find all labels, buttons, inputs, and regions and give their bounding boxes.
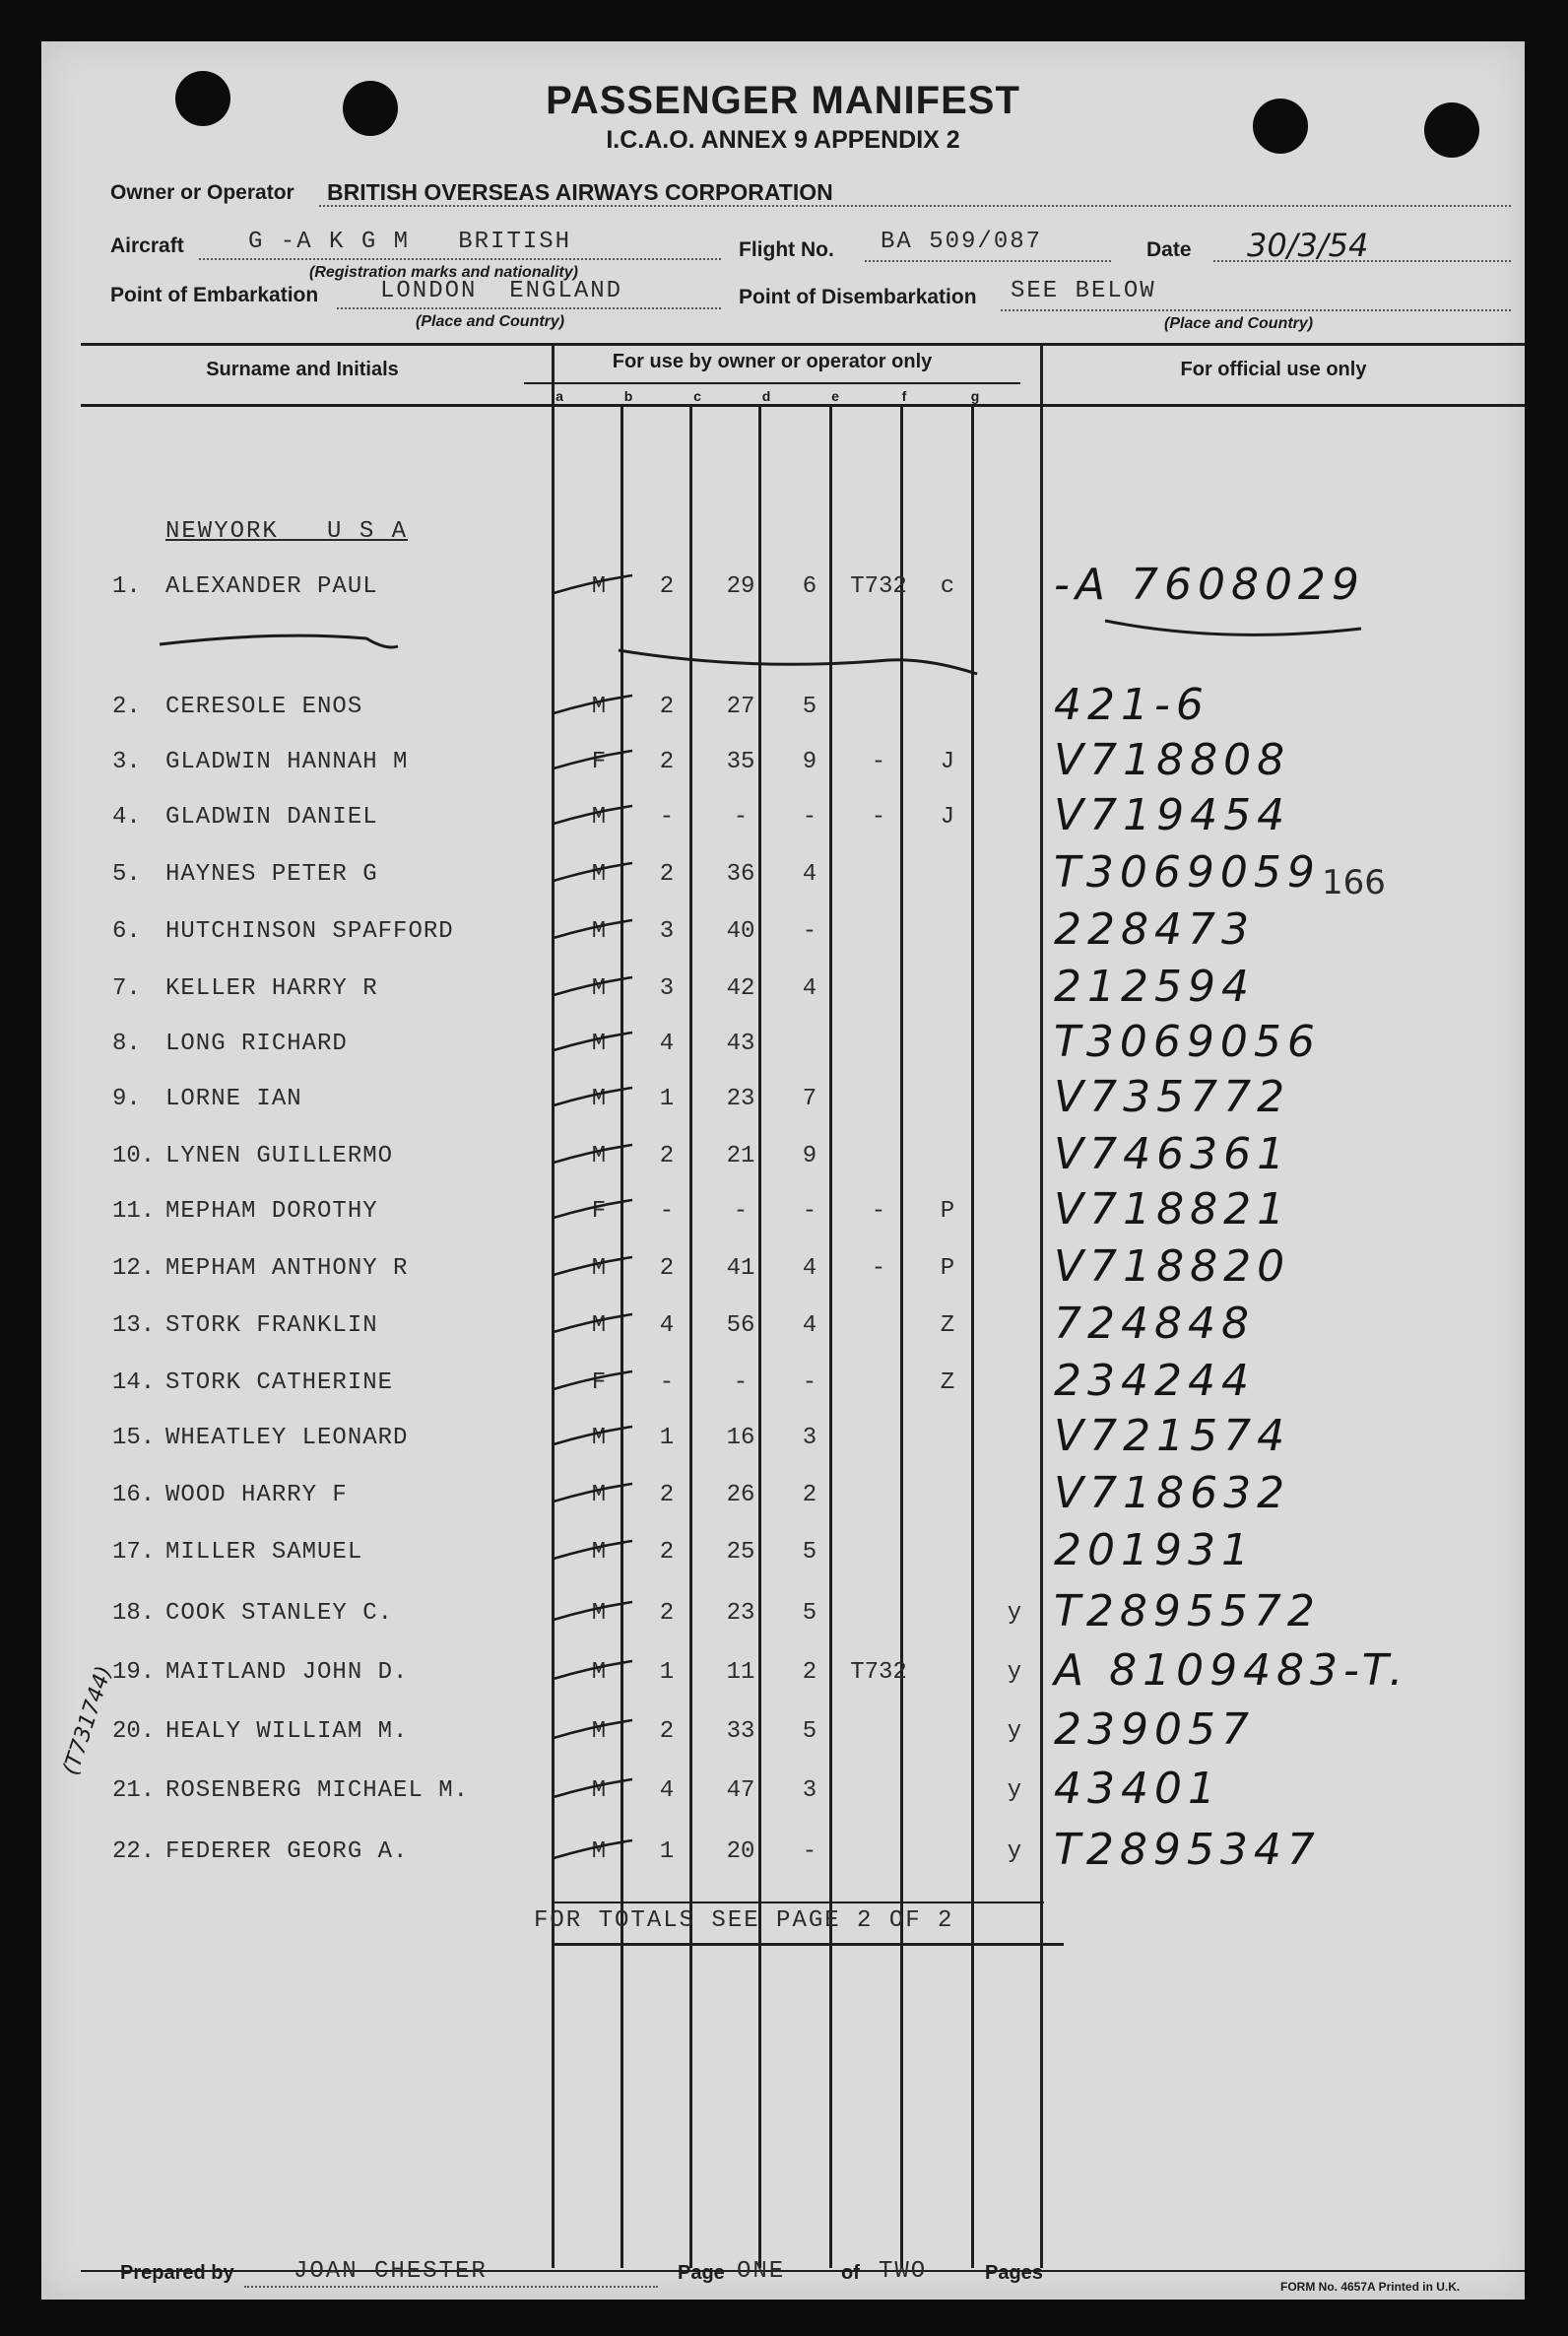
column-rule xyxy=(1040,343,1043,2268)
row-number: 8. xyxy=(112,1031,141,1057)
column-b-value: 2 xyxy=(659,1539,675,1566)
column-g-value: y xyxy=(1007,1659,1022,1686)
column-b-value: 1 xyxy=(659,1838,675,1865)
row-number: 19. xyxy=(112,1659,156,1686)
passenger-row xyxy=(41,1825,1525,1878)
official-entry: V718821 xyxy=(1054,1184,1291,1235)
owner-label: Owner or Operator xyxy=(110,181,294,204)
column-d-value: 4 xyxy=(802,975,817,1002)
row-number: 1. xyxy=(112,573,141,600)
dotted-line xyxy=(199,258,721,260)
passenger-name: LORNE IAN xyxy=(165,1086,302,1112)
column-c-value: 23 xyxy=(726,1600,755,1627)
passenger-name: WHEATLEY LEONARD xyxy=(165,1425,409,1451)
row-number: 16. xyxy=(112,1482,156,1508)
column-c-value: 43 xyxy=(726,1031,755,1057)
dotted-line xyxy=(319,205,1511,207)
passenger-name: GLADWIN DANIEL xyxy=(165,804,378,831)
passenger-name: HEALY WILLIAM M. xyxy=(165,1718,409,1745)
column-c-value: 29 xyxy=(726,573,755,600)
column-c-value: 25 xyxy=(726,1539,755,1566)
passenger-row xyxy=(41,1299,1525,1352)
column-b-value: 3 xyxy=(659,918,675,945)
column-b-value: - xyxy=(659,804,675,831)
row-number: 9. xyxy=(112,1086,141,1112)
official-entry: V718808 xyxy=(1054,735,1291,785)
column-a-value: M xyxy=(591,861,607,888)
passenger-row xyxy=(41,680,1525,733)
official-entry: 228473 xyxy=(1054,904,1255,955)
date-label: Date xyxy=(1146,238,1192,261)
form-number: FORM No. 4657A Printed in U.K. xyxy=(1280,2280,1461,2294)
column-a-value: F xyxy=(591,1198,607,1225)
passenger-name: KELLER HARRY R xyxy=(165,975,378,1002)
column-a-value: F xyxy=(591,749,607,775)
row-number: 5. xyxy=(112,861,141,888)
column-c-value: 33 xyxy=(726,1718,755,1745)
column-c-value: 16 xyxy=(726,1425,755,1451)
column-d-value: - xyxy=(802,918,817,945)
column-a-value: M xyxy=(591,1539,607,1566)
column-c-value: 26 xyxy=(726,1482,755,1508)
margin-note: (T731744) xyxy=(58,1663,117,1778)
owner-value: BRITISH OVERSEAS AIRWAYS CORPORATION xyxy=(327,179,833,205)
official-entry: 212594 xyxy=(1054,962,1255,1012)
table-header-rule xyxy=(81,404,1525,407)
passenger-row xyxy=(41,735,1525,788)
passenger-name: ROSENBERG MICHAEL M. xyxy=(165,1777,470,1804)
official-entry: V721574 xyxy=(1054,1411,1291,1461)
official-entry: 239057 xyxy=(1054,1704,1255,1755)
column-d-value: 5 xyxy=(802,694,817,720)
row-number: 10. xyxy=(112,1143,156,1169)
passenger-name: ALEXANDER PAUL xyxy=(165,573,378,600)
row-number: 7. xyxy=(112,975,141,1002)
column-d-value: 7 xyxy=(802,1086,817,1112)
embarkation-label: Point of Embarkation xyxy=(110,284,319,306)
column-letter-b: b xyxy=(623,388,633,404)
column-d-value: 9 xyxy=(802,749,817,775)
dotted-line xyxy=(865,260,1111,262)
passenger-name: GLADWIN HANNAH M xyxy=(165,749,409,775)
column-d-value: 5 xyxy=(802,1539,817,1566)
official-entry: T3069056 xyxy=(1054,1017,1321,1067)
column-d-value: 2 xyxy=(802,1659,817,1686)
column-c-value: - xyxy=(733,804,749,831)
totals-rule xyxy=(552,1943,1064,1946)
column-a-value: M xyxy=(591,975,607,1002)
column-rule xyxy=(552,343,555,2268)
row-number: 22. xyxy=(112,1838,156,1865)
column-e-value: - xyxy=(871,804,886,831)
passenger-name: HAYNES PETER G xyxy=(165,861,378,888)
column-a-value: M xyxy=(591,1031,607,1057)
disembarkation-value: SEE BELOW xyxy=(1011,278,1156,304)
column-b-value: 2 xyxy=(659,1255,675,1282)
passenger-row xyxy=(41,847,1525,902)
passenger-row xyxy=(41,1411,1525,1464)
passenger-name: WOOD HARRY F xyxy=(165,1482,348,1508)
column-b-value: 3 xyxy=(659,975,675,1002)
official-entry: 201931 xyxy=(1054,1525,1255,1575)
destination-heading: NEWYORK U S A xyxy=(165,518,409,545)
column-f-value: J xyxy=(940,749,955,775)
column-c-value: 56 xyxy=(726,1312,755,1339)
column-e-value: T732 xyxy=(850,573,907,600)
passenger-row xyxy=(41,1356,1525,1409)
column-letter-c: c xyxy=(693,388,701,404)
column-a-value: M xyxy=(591,1143,607,1169)
column-b-value: - xyxy=(659,1369,675,1396)
official-entry: V718820 xyxy=(1054,1241,1291,1292)
column-c-value: 23 xyxy=(726,1086,755,1112)
column-f-value: Z xyxy=(940,1312,955,1339)
column-f-value: J xyxy=(940,804,955,831)
passenger-row xyxy=(41,1645,1525,1699)
row-number: 2. xyxy=(112,694,141,720)
official-entry: -A 7608029 xyxy=(1054,560,1365,610)
official-entry: V719454 xyxy=(1054,790,1291,840)
row-number: 13. xyxy=(112,1312,156,1339)
column-d-value: 4 xyxy=(802,1312,817,1339)
row-number: 15. xyxy=(112,1425,156,1451)
of-label: of xyxy=(841,2262,860,2284)
passenger-name: MEPHAM DOROTHY xyxy=(165,1198,378,1225)
column-c-value: 47 xyxy=(726,1777,755,1804)
passenger-row xyxy=(41,1129,1525,1182)
column-b-value: 2 xyxy=(659,861,675,888)
column-letter-f: f xyxy=(901,388,907,404)
passenger-name: MEPHAM ANTHONY R xyxy=(165,1255,409,1282)
passenger-row xyxy=(41,904,1525,958)
official-column-header: For official use only xyxy=(1180,359,1367,380)
column-a-value: M xyxy=(591,1777,607,1804)
passenger-row xyxy=(41,1704,1525,1758)
dotted-line xyxy=(244,2286,658,2288)
disembarkation-note: (Place and Country) xyxy=(1164,315,1314,332)
column-a-value: M xyxy=(591,1659,607,1686)
column-a-value: M xyxy=(591,1600,607,1627)
row-number: 20. xyxy=(112,1718,156,1745)
column-a-value: F xyxy=(591,1369,607,1396)
row-number: 6. xyxy=(112,918,141,945)
passenger-name: HUTCHINSON SPAFFORD xyxy=(165,918,454,945)
row-number: 14. xyxy=(112,1369,156,1396)
column-b-value: 2 xyxy=(659,1600,675,1627)
column-f-value: P xyxy=(940,1255,955,1282)
column-d-value: 3 xyxy=(802,1777,817,1804)
official-entry: V735772 xyxy=(1054,1072,1291,1122)
passenger-name: MAITLAND JOHN D. xyxy=(165,1659,409,1686)
column-b-value: 2 xyxy=(659,1143,675,1169)
column-d-value: - xyxy=(802,1369,817,1396)
column-a-value: M xyxy=(591,573,607,600)
passenger-row xyxy=(41,1184,1525,1237)
column-c-value: 11 xyxy=(726,1659,755,1686)
passenger-row xyxy=(41,1241,1525,1295)
column-a-value: M xyxy=(591,1482,607,1508)
column-d-value: 4 xyxy=(802,861,817,888)
underline-mark xyxy=(160,635,398,647)
column-d-value: 5 xyxy=(802,1718,817,1745)
column-c-value: 36 xyxy=(726,861,755,888)
disembarkation-label: Point of Disembarkation xyxy=(739,286,977,308)
table-top-rule xyxy=(81,343,1525,346)
column-letter-a: a xyxy=(555,388,563,404)
embarkation-value: LONDON ENGLAND xyxy=(380,278,623,304)
pages-label: Pages xyxy=(985,2262,1043,2284)
page-title: PASSENGER MANIFEST xyxy=(546,79,1020,122)
column-g-value: y xyxy=(1007,1600,1022,1627)
passenger-row xyxy=(41,1072,1525,1125)
row-number: 11. xyxy=(112,1198,156,1225)
column-letter-g: g xyxy=(970,388,980,404)
passenger-row xyxy=(41,1468,1525,1521)
column-g-value: y xyxy=(1007,1838,1022,1865)
column-d-value: - xyxy=(802,1198,817,1225)
surname-column-header: Surname and Initials xyxy=(206,359,399,380)
column-c-value: - xyxy=(733,1198,749,1225)
official-entry: 724848 xyxy=(1054,1299,1255,1349)
column-c-value: 41 xyxy=(726,1255,755,1282)
aircraft-value: G -A K G M BRITISH xyxy=(248,229,572,255)
passenger-name: STORK CATHERINE xyxy=(165,1369,394,1396)
column-a-value: M xyxy=(591,694,607,720)
row-number: 21. xyxy=(112,1777,156,1804)
passenger-name: LYNEN GUILLERMO xyxy=(165,1143,394,1169)
aircraft-note: (Registration marks and nationality) xyxy=(309,264,578,281)
row-number: 18. xyxy=(112,1600,156,1627)
column-c-value: 27 xyxy=(726,694,755,720)
column-g-value: y xyxy=(1007,1777,1022,1804)
column-d-value: 3 xyxy=(802,1425,817,1451)
column-f-value: Z xyxy=(940,1369,955,1396)
column-d-value: 4 xyxy=(802,1255,817,1282)
official-entry: T2895347 xyxy=(1054,1825,1321,1875)
column-b-value: 4 xyxy=(659,1031,675,1057)
column-a-value: M xyxy=(591,918,607,945)
column-a-value: M xyxy=(591,1255,607,1282)
official-entry: T3069059 xyxy=(1054,847,1321,898)
official-entry: T2895572 xyxy=(1054,1586,1321,1636)
column-d-value: 5 xyxy=(802,1600,817,1627)
dotted-line xyxy=(337,307,721,309)
row-number: 12. xyxy=(112,1255,156,1282)
column-d-value: 6 xyxy=(802,573,817,600)
column-b-value: 2 xyxy=(659,1718,675,1745)
column-a-value: M xyxy=(591,1312,607,1339)
page-value: ONE xyxy=(737,2258,786,2285)
column-letter-e: e xyxy=(831,388,839,404)
passenger-row xyxy=(41,790,1525,843)
official-entry: A 8109483-T. xyxy=(1054,1645,1409,1696)
column-b-value: 4 xyxy=(659,1312,675,1339)
column-b-value: 1 xyxy=(659,1425,675,1451)
underline-mark xyxy=(1105,621,1361,634)
column-b-value: 4 xyxy=(659,1777,675,1804)
column-e-value: T732 xyxy=(850,1659,907,1686)
column-c-value: 20 xyxy=(726,1838,755,1865)
manifest-sheet xyxy=(41,41,1525,2300)
column-d-value: - xyxy=(802,1838,817,1865)
aircraft-label: Aircraft xyxy=(110,234,184,257)
column-f-value: P xyxy=(940,1198,955,1225)
passenger-row xyxy=(41,1525,1525,1578)
column-e-value: - xyxy=(871,1198,886,1225)
column-b-value: 1 xyxy=(659,1659,675,1686)
passenger-row xyxy=(41,962,1525,1015)
passenger-name: CERESOLE ENOS xyxy=(165,694,363,720)
column-a-value: M xyxy=(591,804,607,831)
column-c-value: 35 xyxy=(726,749,755,775)
dotted-line xyxy=(1213,260,1511,262)
column-f-value: c xyxy=(940,573,955,600)
column-d-value: 2 xyxy=(802,1482,817,1508)
column-c-value: - xyxy=(733,1369,749,1396)
totals-rule xyxy=(552,1902,1044,1903)
column-e-value: - xyxy=(871,749,886,775)
column-b-value: 2 xyxy=(659,749,675,775)
column-a-value: M xyxy=(591,1086,607,1112)
operator-subheader-rule xyxy=(524,382,1020,384)
passenger-name: LONG RICHARD xyxy=(165,1031,348,1057)
column-c-value: 21 xyxy=(726,1143,755,1169)
column-c-value: 40 xyxy=(726,918,755,945)
row-number: 3. xyxy=(112,749,141,775)
official-entry: V746361 xyxy=(1054,1129,1291,1179)
date-value: 30/3/54 xyxy=(1247,227,1369,264)
column-letter-d: d xyxy=(761,388,771,404)
passenger-name: FEDERER GEORG A. xyxy=(165,1838,409,1865)
column-d-value: 9 xyxy=(802,1143,817,1169)
column-e-value: - xyxy=(871,1255,886,1282)
dotted-line xyxy=(1001,309,1511,311)
column-b-value: 2 xyxy=(659,1482,675,1508)
official-extra-note: 166 xyxy=(1322,863,1386,902)
column-a-value: M xyxy=(591,1838,607,1865)
column-b-value: 2 xyxy=(659,573,675,600)
column-c-value: 42 xyxy=(726,975,755,1002)
row-number: 17. xyxy=(112,1539,156,1566)
column-b-value: - xyxy=(659,1198,675,1225)
operator-column-header: For use by owner or operator only xyxy=(612,351,933,372)
prepared-by-value: JOAN CHESTER xyxy=(294,2258,488,2285)
official-entry: V718632 xyxy=(1054,1468,1291,1518)
column-b-value: 2 xyxy=(659,694,675,720)
official-entry: 421-6 xyxy=(1054,680,1209,730)
flight-value: BA 509/087 xyxy=(881,229,1043,255)
totals-note: FOR TOTALS SEE PAGE 2 OF 2 xyxy=(534,1907,954,1934)
prepared-by-label: Prepared by xyxy=(120,2262,234,2284)
column-a-value: M xyxy=(591,1718,607,1745)
page-label: Page xyxy=(678,2262,725,2284)
passenger-row xyxy=(41,1586,1525,1639)
passenger-row xyxy=(41,1764,1525,1817)
passenger-name: MILLER SAMUEL xyxy=(165,1539,363,1566)
column-b-value: 1 xyxy=(659,1086,675,1112)
column-g-value: y xyxy=(1007,1718,1022,1745)
row-number: 4. xyxy=(112,804,141,831)
passenger-row xyxy=(41,1017,1525,1070)
passenger-row xyxy=(41,560,1525,613)
column-d-value: - xyxy=(802,804,817,831)
passenger-name: STORK FRANKLIN xyxy=(165,1312,378,1339)
flight-label: Flight No. xyxy=(739,238,834,261)
underline-mark xyxy=(619,650,977,674)
passenger-name: COOK STANLEY C. xyxy=(165,1600,394,1627)
column-a-value: M xyxy=(591,1425,607,1451)
official-entry: 234244 xyxy=(1054,1356,1255,1406)
embarkation-note: (Place and Country) xyxy=(416,313,565,330)
page-subtitle: I.C.A.O. ANNEX 9 APPENDIX 2 xyxy=(606,126,960,154)
of-value: TWO xyxy=(879,2258,928,2285)
official-entry: 43401 xyxy=(1054,1764,1221,1814)
